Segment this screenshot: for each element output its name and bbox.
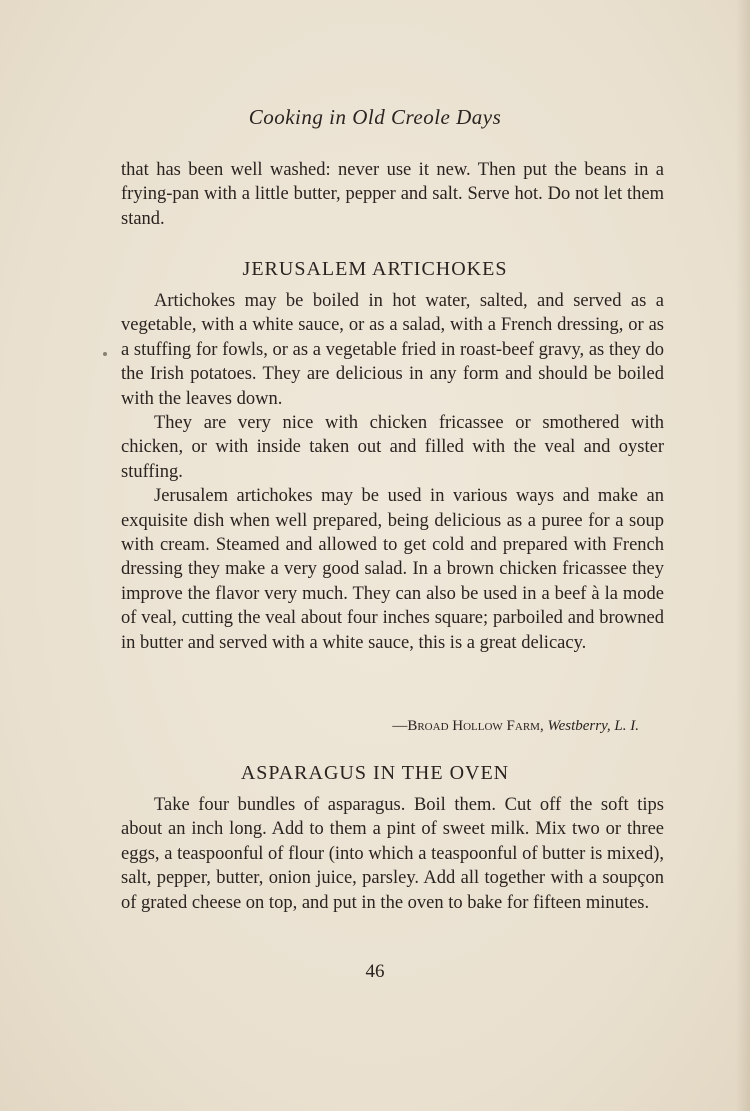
paragraph: They are very nice with chicken fricassee or smothered with chicken, or with inside taken out and filled with the veal and oyster stuffing.	[121, 413, 664, 482]
page-number: 46	[365, 961, 385, 982]
section-asparagus-body	[121, 793, 664, 915]
section-heading-asparagus-in-the-oven: ASPARAGUS IN THE OVEN	[240, 762, 510, 784]
paragraph: Take four bundles of asparagus. Boil them. Cut off the soft tips about an inch long. Add to them a pint of sweet milk. Mix two or three eggs, a teaspoonful of flour (into which a teaspoonful of butter is mixed), salt, pepper, butter, onion juice, parsley. Add all together with a soupçon of grated cheese on top, and put in the oven to bake for fifteen minutes.	[121, 795, 664, 913]
running-head: Cooking in Old Creole Days	[248, 105, 502, 129]
paper-speck	[103, 352, 107, 356]
section-heading-jerusalem-artichokes: JERUSALEM ARTICHOKES	[242, 258, 508, 280]
attribution-source: —Broad Hollow Farm,	[392, 718, 544, 734]
continuation-paragraph: that has been well washed: never use it new. Then put the beans in a frying-pan with a little butter, pepper and salt. Serve hot. Do not let them stand.	[121, 160, 664, 229]
recipe-attribution	[392, 718, 639, 735]
paragraph: Artichokes may be boiled in hot water, salted, and served as a vegetable, with a white sauce, or as a salad, with a French dressing, or as a stuffing for fowls, or as a vegetable fried in roast-beef gravy, as they do the Irish potatoes. They are delicious in any form and should be boiled with the leaves down.	[121, 291, 664, 409]
section-jerusalem-artichokes-body	[121, 289, 664, 655]
attribution-place: Westberry, L. I.	[547, 718, 639, 734]
continuation-text	[121, 158, 664, 231]
paragraph: Jerusalem artichokes may be used in various ways and make an exquisite dish when well prepared, being delicious as a puree for a soup with cream. Steamed and allowed to get cold and prepared with French dressing they make a very good salad. In a brown chicken fricassee they improve the flavor very much. They can also be used in a beef à la mode of veal, cutting the veal about four inches square; parboiled and browned in butter and served with a white sauce, this is a great delicacy.	[121, 486, 664, 653]
